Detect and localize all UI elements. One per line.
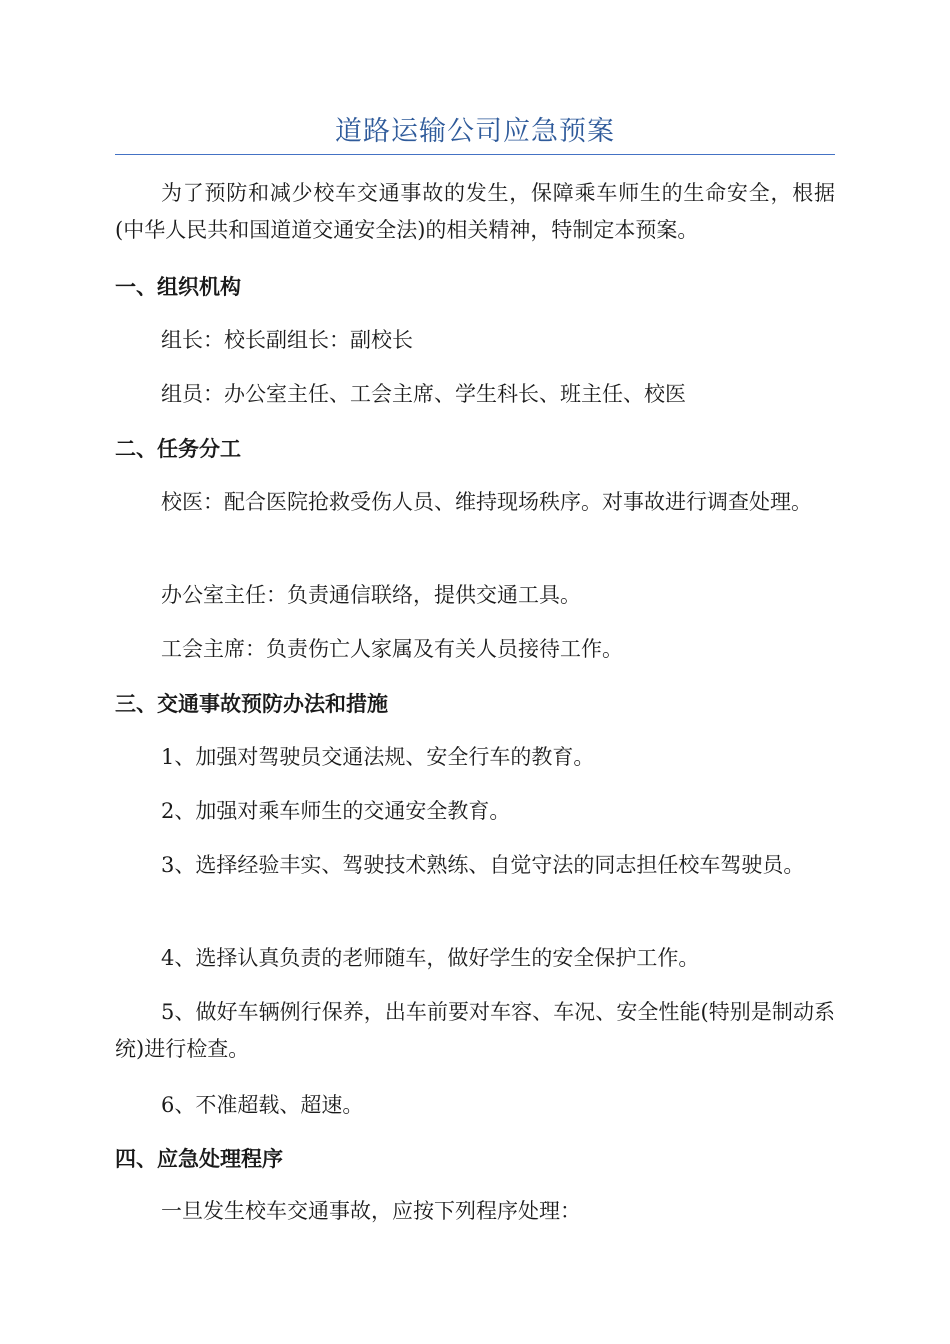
section-1-paragraph-1: 组长：校长副组长：副校长 [161,328,413,352]
section-heading-4: 四、应急处理程序 [115,1147,283,1171]
intro-paragraph: 为了预防和减少校车交通事故的发生，保障乘车师生的生命安全，根据(中华人民共和国道道交通安全法)的相关精神，特制定本预案。 [115,181,835,242]
section-4-paragraph-1: 一旦发生校车交通事故，应按下列程序处理： [161,1199,581,1223]
section-3-paragraph-2: 2、加强对乘车师生的交通安全教育。 [161,799,511,823]
section-3-paragraph-5: 5、做好车辆例行保养，出车前要对车容、车况、安全性能(特别是制动系统)进行检查。 [115,1000,835,1061]
title-underline [115,154,835,155]
section-2-paragraph-3: 工会主席：负责伤亡人家属及有关人员接待工作。 [161,637,623,661]
section-1-paragraph-2: 组员：办公室主任、工会主席、学生科长、班主任、校医 [161,382,686,406]
section-heading-1: 一、组织机构 [115,275,241,299]
section-heading-2: 二、任务分工 [115,437,241,461]
section-3-paragraph-4: 4、选择认真负责的老师随车，做好学生的安全保护工作。 [161,946,700,970]
section-3-paragraph-1: 1、加强对驾驶员交通法规、安全行车的教育。 [161,745,595,769]
section-3-paragraph-6: 6、不准超载、超速。 [161,1093,364,1117]
section-heading-3: 三、交通事故预防办法和措施 [115,692,388,716]
document-title: 道路运输公司应急预案 [335,116,615,147]
section-2-paragraph-2: 办公室主任：负责通信联络，提供交通工具。 [161,583,581,607]
section-2-paragraph-1: 校医：配合医院抢救受伤人员、维持现场秩序。对事故进行调查处理。 [161,490,812,514]
section-3-paragraph-3: 3、选择经验丰实、驾驶技术熟练、自觉守法的同志担任校车驾驶员。 [161,853,805,877]
